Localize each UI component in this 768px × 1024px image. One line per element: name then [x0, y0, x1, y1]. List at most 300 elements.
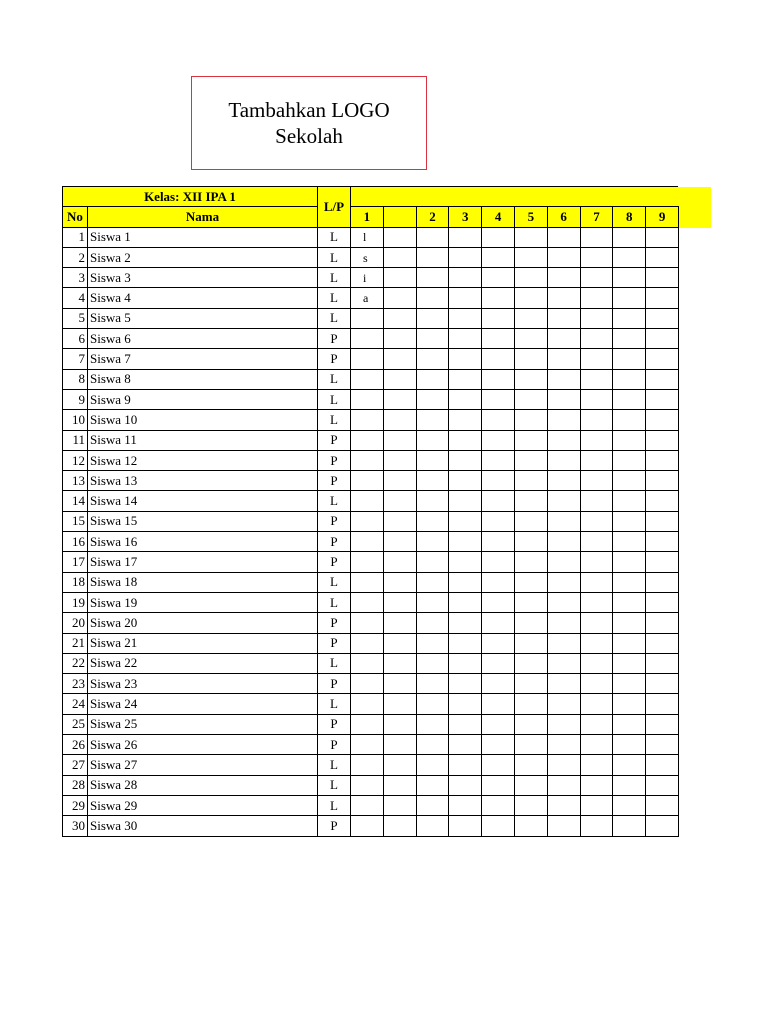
attendance-cell[interactable] — [482, 653, 515, 673]
attendance-cell[interactable] — [547, 795, 580, 815]
attendance-cell[interactable] — [646, 268, 679, 288]
attendance-cell[interactable] — [580, 775, 613, 795]
attendance-cell[interactable] — [613, 268, 646, 288]
attendance-cell[interactable] — [580, 389, 613, 409]
attendance-cell[interactable]: i — [351, 268, 384, 288]
attendance-cell[interactable] — [449, 227, 482, 247]
attendance-cell[interactable] — [416, 329, 449, 349]
attendance-cell[interactable] — [580, 288, 613, 308]
attendance-cell[interactable] — [580, 572, 613, 592]
attendance-cell[interactable] — [547, 613, 580, 633]
attendance-cell[interactable] — [449, 349, 482, 369]
attendance-cell[interactable] — [482, 430, 515, 450]
attendance-cell[interactable] — [383, 633, 416, 653]
attendance-cell[interactable] — [449, 613, 482, 633]
attendance-cell[interactable] — [646, 653, 679, 673]
attendance-cell[interactable] — [580, 247, 613, 267]
attendance-cell[interactable] — [547, 552, 580, 572]
attendance-cell[interactable] — [547, 450, 580, 470]
attendance-cell[interactable] — [613, 471, 646, 491]
attendance-cell[interactable] — [547, 511, 580, 531]
attendance-cell[interactable] — [351, 389, 384, 409]
attendance-cell[interactable] — [514, 389, 547, 409]
attendance-cell[interactable] — [646, 247, 679, 267]
attendance-cell[interactable] — [449, 735, 482, 755]
attendance-cell[interactable] — [482, 491, 515, 511]
attendance-cell[interactable]: a — [351, 288, 384, 308]
attendance-cell[interactable] — [514, 714, 547, 734]
attendance-cell[interactable] — [547, 592, 580, 612]
attendance-cell[interactable] — [646, 755, 679, 775]
attendance-cell[interactable] — [646, 816, 679, 836]
attendance-cell[interactable] — [416, 227, 449, 247]
attendance-cell[interactable] — [383, 816, 416, 836]
attendance-cell[interactable] — [482, 450, 515, 470]
attendance-cell[interactable] — [646, 389, 679, 409]
attendance-cell[interactable] — [449, 491, 482, 511]
attendance-cell[interactable] — [449, 694, 482, 714]
attendance-cell[interactable] — [547, 653, 580, 673]
attendance-cell[interactable] — [383, 532, 416, 552]
attendance-cell[interactable] — [613, 308, 646, 328]
attendance-cell[interactable] — [514, 369, 547, 389]
attendance-cell[interactable] — [416, 389, 449, 409]
attendance-cell[interactable] — [449, 288, 482, 308]
attendance-cell[interactable] — [482, 795, 515, 815]
attendance-cell[interactable] — [613, 613, 646, 633]
attendance-cell[interactable] — [580, 491, 613, 511]
attendance-cell[interactable] — [351, 552, 384, 572]
attendance-cell[interactable] — [416, 410, 449, 430]
attendance-cell[interactable] — [514, 268, 547, 288]
attendance-cell[interactable] — [351, 308, 384, 328]
attendance-cell[interactable] — [351, 572, 384, 592]
attendance-cell[interactable] — [547, 775, 580, 795]
attendance-cell[interactable] — [482, 511, 515, 531]
attendance-cell[interactable] — [383, 430, 416, 450]
attendance-cell[interactable] — [416, 674, 449, 694]
attendance-cell[interactable] — [351, 755, 384, 775]
attendance-cell[interactable] — [351, 674, 384, 694]
attendance-cell[interactable] — [646, 552, 679, 572]
attendance-cell[interactable] — [449, 633, 482, 653]
attendance-cell[interactable] — [383, 491, 416, 511]
attendance-cell[interactable] — [416, 592, 449, 612]
attendance-cell[interactable] — [514, 674, 547, 694]
attendance-cell[interactable] — [482, 694, 515, 714]
attendance-cell[interactable] — [514, 653, 547, 673]
attendance-cell[interactable] — [547, 329, 580, 349]
attendance-cell[interactable] — [514, 511, 547, 531]
attendance-cell[interactable] — [613, 592, 646, 612]
attendance-cell[interactable]: s — [351, 247, 384, 267]
attendance-cell[interactable] — [383, 735, 416, 755]
attendance-cell[interactable] — [351, 532, 384, 552]
attendance-cell[interactable] — [351, 349, 384, 369]
attendance-cell[interactable] — [547, 674, 580, 694]
attendance-cell[interactable] — [580, 511, 613, 531]
attendance-cell[interactable] — [449, 674, 482, 694]
attendance-cell[interactable] — [416, 450, 449, 470]
attendance-cell[interactable] — [514, 795, 547, 815]
attendance-cell[interactable] — [449, 816, 482, 836]
attendance-cell[interactable] — [383, 572, 416, 592]
attendance-cell[interactable] — [383, 471, 416, 491]
attendance-cell[interactable] — [547, 430, 580, 450]
attendance-cell[interactable] — [416, 308, 449, 328]
attendance-cell[interactable] — [416, 795, 449, 815]
attendance-cell[interactable] — [449, 369, 482, 389]
attendance-cell[interactable] — [580, 430, 613, 450]
attendance-cell[interactable] — [482, 674, 515, 694]
attendance-cell[interactable] — [449, 572, 482, 592]
attendance-cell[interactable] — [547, 471, 580, 491]
attendance-cell[interactable] — [383, 410, 416, 430]
attendance-cell[interactable] — [449, 511, 482, 531]
attendance-cell[interactable] — [351, 816, 384, 836]
attendance-cell[interactable] — [449, 410, 482, 430]
attendance-cell[interactable] — [351, 714, 384, 734]
attendance-cell[interactable] — [580, 471, 613, 491]
attendance-cell[interactable] — [580, 227, 613, 247]
attendance-cell[interactable] — [351, 369, 384, 389]
attendance-cell[interactable] — [449, 532, 482, 552]
attendance-cell[interactable] — [449, 471, 482, 491]
attendance-cell[interactable] — [449, 592, 482, 612]
attendance-cell[interactable] — [514, 572, 547, 592]
attendance-cell[interactable] — [547, 714, 580, 734]
attendance-cell[interactable] — [351, 511, 384, 531]
attendance-cell[interactable] — [383, 329, 416, 349]
attendance-cell[interactable] — [646, 227, 679, 247]
attendance-cell[interactable] — [580, 795, 613, 815]
attendance-cell[interactable] — [383, 308, 416, 328]
attendance-cell[interactable] — [580, 268, 613, 288]
attendance-cell[interactable] — [580, 349, 613, 369]
attendance-cell[interactable] — [646, 735, 679, 755]
attendance-cell[interactable] — [351, 410, 384, 430]
attendance-cell[interactable] — [416, 511, 449, 531]
attendance-cell[interactable] — [646, 775, 679, 795]
attendance-cell[interactable] — [383, 247, 416, 267]
attendance-cell[interactable] — [416, 491, 449, 511]
attendance-cell[interactable] — [514, 247, 547, 267]
attendance-cell[interactable] — [547, 735, 580, 755]
attendance-cell[interactable] — [351, 592, 384, 612]
attendance-cell[interactable] — [449, 308, 482, 328]
attendance-cell[interactable] — [613, 329, 646, 349]
attendance-cell[interactable] — [383, 775, 416, 795]
attendance-cell[interactable] — [547, 247, 580, 267]
attendance-cell[interactable] — [547, 633, 580, 653]
attendance-cell[interactable] — [383, 389, 416, 409]
attendance-cell[interactable] — [514, 329, 547, 349]
attendance-cell[interactable] — [514, 613, 547, 633]
attendance-cell[interactable] — [646, 308, 679, 328]
attendance-cell[interactable] — [416, 288, 449, 308]
attendance-cell[interactable] — [646, 795, 679, 815]
attendance-cell[interactable] — [383, 613, 416, 633]
attendance-cell[interactable] — [580, 450, 613, 470]
attendance-cell[interactable] — [580, 694, 613, 714]
attendance-cell[interactable] — [514, 816, 547, 836]
attendance-cell[interactable] — [383, 450, 416, 470]
attendance-cell[interactable] — [514, 288, 547, 308]
attendance-cell[interactable] — [547, 268, 580, 288]
attendance-cell[interactable] — [613, 735, 646, 755]
attendance-cell[interactable] — [514, 735, 547, 755]
attendance-cell[interactable] — [351, 653, 384, 673]
attendance-cell[interactable] — [383, 755, 416, 775]
attendance-cell[interactable] — [416, 268, 449, 288]
attendance-cell[interactable] — [482, 227, 515, 247]
attendance-cell[interactable] — [351, 795, 384, 815]
attendance-cell[interactable] — [449, 450, 482, 470]
attendance-cell[interactable] — [646, 714, 679, 734]
attendance-cell[interactable] — [580, 369, 613, 389]
attendance-cell[interactable] — [449, 389, 482, 409]
attendance-cell[interactable] — [613, 572, 646, 592]
attendance-cell[interactable] — [613, 795, 646, 815]
attendance-cell[interactable] — [547, 410, 580, 430]
attendance-cell[interactable] — [416, 775, 449, 795]
attendance-cell[interactable] — [580, 613, 613, 633]
attendance-cell[interactable] — [580, 735, 613, 755]
attendance-cell[interactable] — [383, 694, 416, 714]
attendance-cell[interactable] — [547, 389, 580, 409]
attendance-cell[interactable] — [482, 308, 515, 328]
attendance-cell[interactable] — [482, 592, 515, 612]
attendance-cell[interactable] — [482, 735, 515, 755]
attendance-cell[interactable] — [482, 552, 515, 572]
attendance-cell[interactable] — [416, 714, 449, 734]
attendance-cell[interactable] — [482, 755, 515, 775]
attendance-cell[interactable] — [351, 735, 384, 755]
attendance-cell[interactable] — [613, 714, 646, 734]
attendance-cell[interactable] — [613, 633, 646, 653]
attendance-cell[interactable] — [383, 511, 416, 531]
attendance-cell[interactable] — [580, 532, 613, 552]
attendance-cell[interactable] — [514, 592, 547, 612]
attendance-cell[interactable] — [514, 308, 547, 328]
attendance-cell[interactable] — [646, 349, 679, 369]
attendance-cell[interactable] — [482, 369, 515, 389]
attendance-cell[interactable] — [514, 410, 547, 430]
attendance-cell[interactable] — [449, 755, 482, 775]
attendance-cell[interactable] — [613, 349, 646, 369]
attendance-cell[interactable] — [482, 329, 515, 349]
attendance-cell[interactable] — [580, 653, 613, 673]
attendance-cell[interactable] — [449, 653, 482, 673]
attendance-cell[interactable] — [580, 714, 613, 734]
attendance-cell[interactable] — [613, 288, 646, 308]
attendance-cell[interactable] — [449, 329, 482, 349]
attendance-cell[interactable] — [482, 613, 515, 633]
attendance-cell[interactable] — [646, 633, 679, 653]
attendance-cell[interactable] — [482, 633, 515, 653]
attendance-cell[interactable] — [482, 714, 515, 734]
attendance-cell[interactable] — [449, 795, 482, 815]
attendance-cell[interactable] — [416, 816, 449, 836]
attendance-cell[interactable] — [416, 369, 449, 389]
attendance-cell[interactable] — [514, 552, 547, 572]
attendance-cell[interactable] — [547, 369, 580, 389]
attendance-cell[interactable] — [646, 674, 679, 694]
attendance-cell[interactable] — [613, 552, 646, 572]
attendance-cell[interactable] — [580, 755, 613, 775]
attendance-cell[interactable] — [646, 613, 679, 633]
attendance-cell[interactable] — [416, 247, 449, 267]
attendance-cell[interactable] — [383, 552, 416, 572]
attendance-cell[interactable] — [547, 491, 580, 511]
attendance-cell[interactable] — [482, 288, 515, 308]
attendance-cell[interactable] — [351, 694, 384, 714]
attendance-cell[interactable] — [416, 349, 449, 369]
attendance-cell[interactable] — [613, 775, 646, 795]
attendance-cell[interactable] — [547, 816, 580, 836]
attendance-cell[interactable] — [514, 450, 547, 470]
attendance-cell[interactable] — [613, 450, 646, 470]
attendance-cell[interactable] — [646, 410, 679, 430]
attendance-cell[interactable] — [646, 430, 679, 450]
attendance-cell[interactable] — [351, 633, 384, 653]
attendance-cell[interactable] — [613, 755, 646, 775]
attendance-cell[interactable] — [383, 369, 416, 389]
attendance-cell[interactable] — [613, 653, 646, 673]
attendance-cell[interactable] — [613, 694, 646, 714]
attendance-cell[interactable] — [613, 532, 646, 552]
attendance-cell[interactable] — [482, 775, 515, 795]
attendance-cell[interactable] — [646, 491, 679, 511]
attendance-cell[interactable] — [547, 755, 580, 775]
attendance-cell[interactable] — [646, 288, 679, 308]
attendance-cell[interactable] — [383, 714, 416, 734]
attendance-cell[interactable] — [613, 430, 646, 450]
attendance-cell[interactable] — [449, 714, 482, 734]
attendance-cell[interactable] — [646, 592, 679, 612]
attendance-cell[interactable] — [547, 532, 580, 552]
attendance-cell[interactable] — [416, 735, 449, 755]
attendance-cell[interactable] — [646, 329, 679, 349]
attendance-cell[interactable] — [613, 816, 646, 836]
attendance-cell[interactable] — [547, 694, 580, 714]
attendance-cell[interactable] — [351, 329, 384, 349]
attendance-cell[interactable] — [351, 450, 384, 470]
attendance-cell[interactable]: l — [351, 227, 384, 247]
attendance-cell[interactable] — [449, 268, 482, 288]
attendance-cell[interactable] — [613, 227, 646, 247]
attendance-cell[interactable] — [580, 816, 613, 836]
attendance-cell[interactable] — [514, 471, 547, 491]
attendance-cell[interactable] — [514, 349, 547, 369]
attendance-cell[interactable] — [613, 369, 646, 389]
attendance-cell[interactable] — [580, 674, 613, 694]
attendance-cell[interactable] — [514, 491, 547, 511]
attendance-cell[interactable] — [416, 552, 449, 572]
attendance-cell[interactable] — [580, 308, 613, 328]
attendance-cell[interactable] — [514, 694, 547, 714]
attendance-cell[interactable] — [514, 633, 547, 653]
attendance-cell[interactable] — [646, 511, 679, 531]
attendance-cell[interactable] — [613, 491, 646, 511]
attendance-cell[interactable] — [580, 329, 613, 349]
attendance-cell[interactable] — [482, 389, 515, 409]
attendance-cell[interactable] — [482, 349, 515, 369]
attendance-cell[interactable] — [383, 795, 416, 815]
attendance-cell[interactable] — [482, 268, 515, 288]
attendance-cell[interactable] — [514, 755, 547, 775]
attendance-cell[interactable] — [646, 369, 679, 389]
attendance-cell[interactable] — [580, 410, 613, 430]
attendance-cell[interactable] — [482, 572, 515, 592]
attendance-cell[interactable] — [482, 247, 515, 267]
attendance-cell[interactable] — [351, 775, 384, 795]
attendance-cell[interactable] — [514, 227, 547, 247]
attendance-cell[interactable] — [351, 491, 384, 511]
attendance-cell[interactable] — [613, 410, 646, 430]
attendance-cell[interactable] — [416, 755, 449, 775]
attendance-cell[interactable] — [514, 430, 547, 450]
attendance-cell[interactable] — [383, 592, 416, 612]
attendance-cell[interactable] — [547, 349, 580, 369]
attendance-cell[interactable] — [646, 694, 679, 714]
attendance-cell[interactable] — [416, 694, 449, 714]
attendance-cell[interactable] — [351, 613, 384, 633]
attendance-cell[interactable] — [383, 227, 416, 247]
attendance-cell[interactable] — [351, 471, 384, 491]
attendance-cell[interactable] — [613, 511, 646, 531]
attendance-cell[interactable] — [449, 247, 482, 267]
attendance-cell[interactable] — [646, 532, 679, 552]
attendance-cell[interactable] — [383, 349, 416, 369]
attendance-cell[interactable] — [416, 653, 449, 673]
attendance-cell[interactable] — [383, 653, 416, 673]
attendance-cell[interactable] — [449, 430, 482, 450]
attendance-cell[interactable] — [351, 430, 384, 450]
attendance-cell[interactable] — [416, 633, 449, 653]
attendance-cell[interactable] — [449, 775, 482, 795]
attendance-cell[interactable] — [383, 288, 416, 308]
attendance-cell[interactable] — [646, 471, 679, 491]
attendance-cell[interactable] — [646, 450, 679, 470]
attendance-cell[interactable] — [547, 572, 580, 592]
attendance-cell[interactable] — [613, 247, 646, 267]
attendance-cell[interactable] — [482, 410, 515, 430]
attendance-cell[interactable] — [416, 471, 449, 491]
attendance-cell[interactable] — [613, 389, 646, 409]
attendance-cell[interactable] — [416, 532, 449, 552]
attendance-cell[interactable] — [547, 308, 580, 328]
attendance-cell[interactable] — [416, 613, 449, 633]
attendance-cell[interactable] — [646, 572, 679, 592]
attendance-cell[interactable] — [547, 288, 580, 308]
attendance-cell[interactable] — [482, 532, 515, 552]
attendance-cell[interactable] — [383, 268, 416, 288]
attendance-cell[interactable] — [383, 674, 416, 694]
attendance-cell[interactable] — [514, 775, 547, 795]
attendance-cell[interactable] — [482, 471, 515, 491]
attendance-cell[interactable] — [416, 572, 449, 592]
attendance-cell[interactable] — [580, 592, 613, 612]
attendance-cell[interactable] — [449, 552, 482, 572]
attendance-cell[interactable] — [416, 430, 449, 450]
attendance-cell[interactable] — [514, 532, 547, 552]
attendance-cell[interactable] — [482, 816, 515, 836]
attendance-cell[interactable] — [613, 674, 646, 694]
attendance-cell[interactable] — [547, 227, 580, 247]
attendance-cell[interactable] — [580, 552, 613, 572]
attendance-cell[interactable] — [580, 633, 613, 653]
